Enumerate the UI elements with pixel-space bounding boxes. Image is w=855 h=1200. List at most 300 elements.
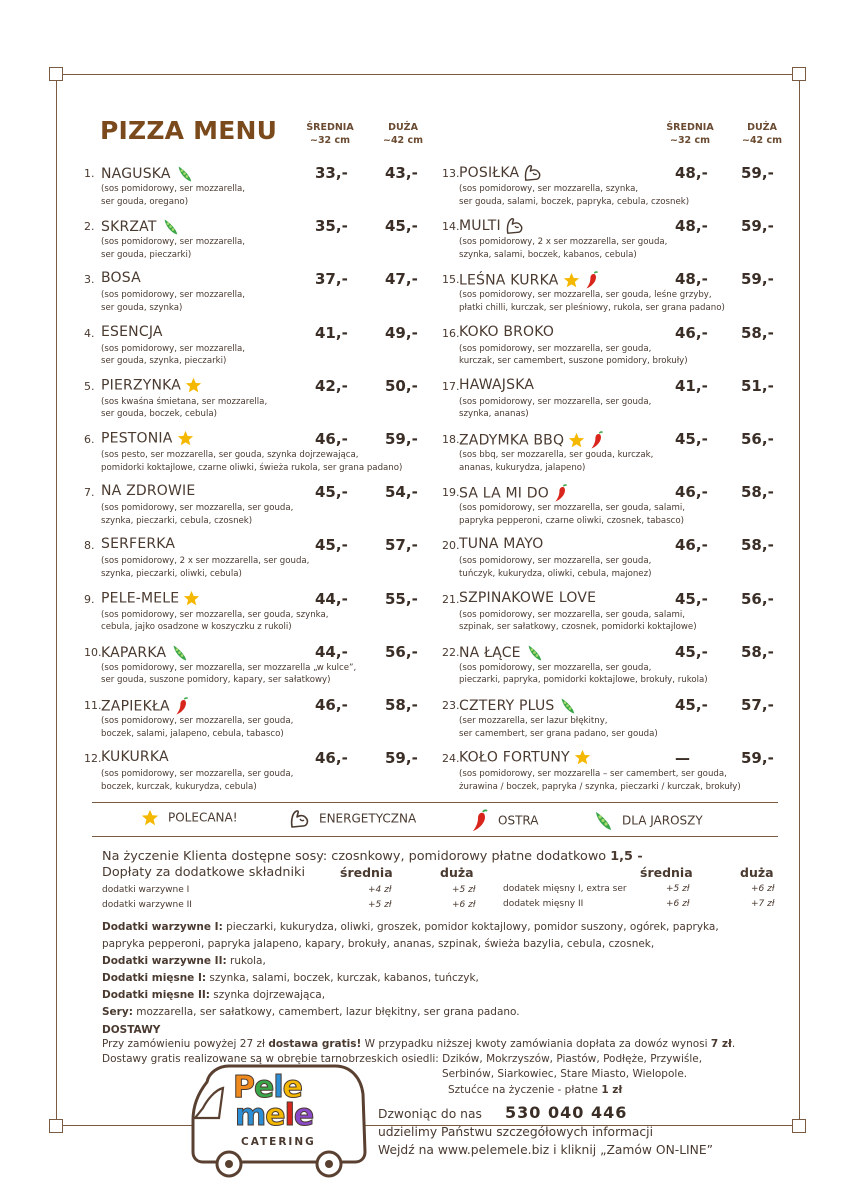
price-large: 58,-	[741, 536, 774, 555]
price-medium: 46,-	[315, 430, 348, 448]
frame-corner	[792, 67, 806, 81]
addons-cheese	[102, 1004, 520, 1021]
price-medium: 41,-	[675, 376, 708, 395]
price-medium: 45,-	[675, 642, 708, 661]
menu-item	[84, 377, 424, 427]
divider	[92, 802, 778, 803]
logo-letter: e	[293, 1098, 314, 1133]
item-desc-line: boczek, salami, jalapeno, cebula, tabasco)	[101, 728, 284, 739]
menu-item	[84, 430, 424, 480]
item-desc-line: (sos pomidorowy, ser mozzarella – ser camembert, ser gouda,	[459, 769, 727, 780]
sauces-info	[102, 849, 643, 864]
item-number: 20.	[442, 539, 460, 553]
item-name	[101, 324, 163, 340]
item-description	[459, 236, 667, 261]
price-large: 58,-	[385, 696, 418, 714]
price-medium: 46,-	[315, 696, 348, 714]
price-medium: 37,-	[315, 270, 348, 289]
surcharge-medium: +6 zł	[666, 899, 690, 909]
item-name	[459, 536, 543, 552]
item-desc-line: szynka, salami, boczek, kabanos, cebula)	[459, 249, 637, 260]
item-desc-line: (sos pomidorowy, ser mozzarella, ser gouda,	[101, 769, 294, 780]
item-number: 24.	[442, 752, 460, 766]
item-desc-line: ser gouda, suszone pomidory, kapary, ser sałatkowy)	[101, 675, 331, 686]
menu-item	[84, 536, 424, 586]
item-name	[101, 536, 175, 552]
item-desc-line: szynka, pieczarki, oliwki, cebula)	[101, 568, 242, 579]
item-description	[101, 396, 267, 421]
item-desc-line: ser gouda, szynka)	[101, 302, 183, 313]
delivery-text: Sztućce na życzenie - płatne	[448, 1084, 602, 1096]
item-desc-line: ser gouda, szynka, pieczarki)	[101, 356, 227, 367]
price-medium: 46,-	[675, 536, 708, 555]
logo-letter: e	[254, 1070, 274, 1105]
item-name-text: PELE-MELE	[101, 590, 180, 607]
size-label: DUŻA	[388, 122, 418, 133]
item-desc-line: (sos pomidorowy, ser mozzarella, ser gouda,	[459, 343, 652, 354]
item-description	[101, 183, 245, 208]
item-desc-line: pieczarki, papryka, pomidorki koktajlowe, brokuły, rukola)	[459, 675, 708, 686]
col-medium-header: średnia	[640, 865, 693, 880]
price-medium: 45,-	[675, 696, 708, 714]
delivery-text: W przypadku niższej kwoty zamówiania dopłata za dowóz wynosi	[361, 1038, 711, 1050]
price-medium: 41,-	[315, 323, 348, 342]
menu-item	[442, 483, 782, 533]
addons-title: Dodatki mięsne I:	[102, 972, 207, 984]
frame-corner	[49, 1119, 63, 1133]
item-name-text: BOSA	[101, 270, 141, 287]
logo-wordmark	[233, 1070, 314, 1133]
surcharge-medium: +4 zł	[368, 885, 392, 895]
price-large: 58,-	[741, 323, 774, 342]
price-medium: 45,-	[315, 536, 348, 555]
price-large: 56,-	[741, 589, 774, 608]
legend-label: ENERGETYCZNA	[319, 811, 417, 826]
price-large: 57,-	[385, 536, 418, 555]
delivery-text: Przy zamówieniu powyżej 27 zł	[102, 1038, 269, 1050]
price-large: 57,-	[741, 696, 774, 714]
item-desc-line: (sos pomidorowy, 2 x ser mozzarella, ser gouda,	[459, 237, 668, 248]
item-description	[101, 662, 356, 687]
price-large: 47,-	[385, 270, 418, 289]
item-desc-line: (sos pomidorowy, ser mozzarella, ser gouda,	[101, 503, 294, 514]
item-number: 12.	[84, 752, 102, 766]
item-number: 4.	[84, 326, 95, 340]
size-label: ŚREDNIA	[306, 122, 354, 133]
legend-label: OSTRA	[498, 813, 539, 828]
pea-pod-icon	[592, 809, 614, 833]
item-desc-line: (sos pomidorowy, ser mozzarella, ser gouda,	[459, 662, 652, 673]
item-description	[459, 449, 653, 474]
addons-text: szynka, salami, boczek, kurczak, kabanos, tuńczyk,	[206, 972, 479, 984]
item-desc-line: szpinak, ser sałatkowy, czosnek, pomidorki koktajlowe)	[459, 622, 697, 633]
chili-icon	[470, 809, 490, 833]
chili-icon	[174, 696, 190, 717]
item-number: 21.	[442, 592, 460, 606]
item-name-text: NA ZDROWIE	[101, 483, 196, 500]
item-name	[459, 377, 534, 393]
pelemele-logo	[185, 1060, 370, 1180]
size-value: ~42 cm	[741, 135, 783, 146]
item-name	[101, 430, 194, 447]
item-name	[459, 643, 544, 663]
item-desc-line: (sos pomidorowy, ser mozzarella, ser gouda,	[459, 396, 652, 407]
star-icon	[140, 809, 160, 827]
size-header-large	[727, 121, 797, 147]
item-number: 23.	[442, 699, 460, 712]
item-number: 8.	[84, 539, 95, 553]
size-value: ~42 cm	[382, 135, 424, 146]
item-name-text: ZAPIEKŁA	[101, 698, 170, 715]
legend-recommended	[140, 809, 238, 827]
sauces-price: 1,5 -	[610, 849, 643, 864]
legend-label: DLA JAROSZY	[622, 813, 703, 828]
surcharge-row-label: dodatek mięsny II	[503, 899, 584, 909]
menu-item	[442, 164, 782, 214]
cutlery-note	[448, 1082, 622, 1099]
item-description	[459, 289, 725, 314]
chili-icon	[589, 430, 605, 451]
price-large: 56,-	[741, 430, 774, 448]
item-number: 7.	[84, 486, 95, 500]
item-number: 1.	[84, 167, 95, 180]
menu-item	[442, 696, 782, 746]
divider	[92, 836, 778, 837]
delivery-highlight: 7 zł	[710, 1038, 732, 1050]
surcharge-medium: +5 zł	[666, 884, 690, 894]
addons-text: szynka dojrzewająca,	[209, 989, 326, 1001]
item-name	[459, 270, 600, 291]
logo-word-2	[235, 1098, 314, 1133]
addons-text: pieczarki, kukurydza, oliwki, groszek, pomidor koktajlowy, pomidor suszony, ogórek, papryka,	[222, 921, 719, 933]
item-description	[101, 449, 402, 474]
item-number: 19.	[442, 486, 460, 500]
price-large: 54,-	[385, 483, 418, 502]
item-desc-line: pomidorki koktajlowe, czarne oliwki, świeża rukola, ser grana padano)	[101, 462, 403, 473]
logo-letter: m	[235, 1098, 266, 1133]
addons-title: Dodatki warzywne I:	[102, 921, 223, 933]
item-number: 17.	[442, 379, 460, 393]
item-desc-line: szynka, ananas)	[459, 409, 529, 420]
menu-title: PIZZA MENU	[100, 116, 278, 145]
menu-item	[84, 643, 424, 693]
legend-energetic	[289, 809, 416, 829]
item-name-text: NA ŁĄCE	[459, 644, 521, 661]
frame-corner	[49, 67, 63, 81]
price-medium: 42,-	[315, 376, 348, 395]
item-description	[459, 502, 685, 527]
item-name	[459, 590, 596, 606]
item-number: 15.	[442, 273, 460, 287]
logo-letter: e	[282, 1070, 303, 1105]
star-icon	[177, 430, 194, 447]
pea-pod-icon	[175, 164, 194, 184]
addons-meat2	[102, 987, 325, 1004]
item-name-text: KAPARKA	[101, 644, 167, 661]
item-number: 10.	[84, 645, 102, 659]
price-large: 59,-	[741, 270, 774, 289]
menu-item	[84, 696, 424, 746]
item-number: 6.	[84, 433, 95, 446]
item-desc-line: (sos pomidorowy, 2 x ser mozzarella, ser gouda,	[101, 556, 310, 567]
price-large: 59,-	[741, 217, 774, 236]
item-desc-line: (sos pomidorowy, ser mozzarella,	[101, 290, 246, 301]
item-name	[101, 483, 195, 499]
star-icon	[574, 749, 591, 766]
item-name	[101, 270, 141, 286]
item-description	[101, 555, 309, 580]
item-name-text: LEŚNA KURKA	[459, 272, 559, 289]
item-desc-line: szynka, pieczarki, cebula, czosnek)	[101, 515, 253, 526]
menu-item	[442, 324, 782, 374]
surcharge-large: +6 zł	[452, 900, 476, 910]
item-desc-line: (sos pomidorowy, ser mozzarella,	[101, 343, 246, 354]
menu-item	[84, 217, 424, 267]
surcharge-medium: +5 zł	[368, 900, 392, 910]
item-description	[101, 502, 293, 527]
price-medium: 44,-	[315, 589, 348, 608]
item-desc-line: (sos pomidorowy, ser mozzarella, ser gouda, leśne grzyby,	[459, 290, 712, 301]
price-medium: 44,-	[315, 642, 348, 661]
item-description	[459, 183, 689, 208]
price-large: 49,-	[385, 323, 418, 342]
item-description	[459, 555, 651, 580]
price-large: 50,-	[385, 376, 418, 395]
surcharge-row-label: dodatki warzywne II	[102, 900, 192, 910]
item-name	[101, 164, 194, 184]
item-name-text: SZPINAKOWE LOVE	[459, 589, 597, 606]
surcharge-row-label: dodatek mięsny I, extra ser	[503, 884, 627, 894]
price-medium: 45,-	[315, 483, 348, 502]
price-medium: —	[675, 749, 690, 768]
price-medium: 48,-	[675, 217, 708, 236]
price-medium: 35,-	[315, 217, 348, 236]
item-desc-line: żurawina / boczek, papryka / szynka, pieczarki / kurczak, brokuły)	[459, 781, 741, 792]
price-medium: 46,-	[675, 323, 708, 342]
item-description	[459, 343, 688, 368]
item-name	[459, 164, 543, 182]
pea-pod-icon	[161, 217, 180, 237]
item-desc-line: ser camembert, ser grana padano, ser gouda)	[459, 728, 658, 739]
item-description	[101, 343, 245, 368]
menu-item	[442, 217, 782, 267]
menu-item	[442, 430, 782, 480]
item-desc-line: (sos bbq, ser mozzarella, ser gouda, kurczak,	[459, 450, 654, 460]
price-medium: 48,-	[675, 270, 708, 289]
item-name-text: CZTERY PLUS	[459, 698, 555, 714]
price-large: 59,-	[741, 749, 774, 768]
pea-pod-icon	[170, 643, 189, 663]
item-name-text: MULTI	[459, 218, 501, 235]
price-large: 58,-	[741, 642, 774, 661]
price-medium: 46,-	[675, 483, 708, 502]
legend-label: POLECANA!	[168, 810, 238, 825]
item-desc-line: cebula, jajko osadzone w koszyczku z rukoli)	[101, 622, 292, 633]
menu-item	[442, 270, 782, 320]
item-description	[459, 768, 741, 793]
star-icon	[185, 377, 202, 394]
contact-line-1: Dzwoniąc do nas	[378, 1107, 482, 1121]
col-large-header: duża	[440, 865, 474, 880]
size-label: ŚREDNIA	[666, 122, 714, 133]
item-desc-line: tuńczyk, kukurydza, oliwki, cebula, majonez)	[459, 568, 652, 579]
item-desc-line: (ser mozzarella, ser lazur błękitny,	[459, 716, 608, 726]
price-medium: 46,-	[315, 749, 348, 768]
logo-letter: P	[233, 1070, 254, 1105]
size-value: ~32 cm	[309, 135, 351, 146]
item-description	[101, 289, 245, 314]
logo-catering: CATERING	[241, 1136, 316, 1148]
delivery-text: .	[731, 1038, 736, 1050]
star-icon	[563, 272, 580, 289]
item-name	[101, 749, 169, 765]
addons-veg1	[102, 919, 719, 936]
chili-icon	[553, 483, 569, 504]
sauces-label: Na życzenie Klienta dostępne sosy: czosnkowy, pomidorowy płatne dodatkowo	[102, 849, 607, 864]
price-large: 45,-	[385, 217, 418, 236]
item-name-text: ZADYMKA BBQ	[459, 432, 565, 449]
item-desc-line: (sos pomidorowy, ser mozzarella, ser gouda,	[459, 556, 652, 567]
price-medium: 45,-	[675, 589, 708, 608]
surcharge-large: +5 zł	[452, 885, 476, 895]
menu-item	[84, 270, 424, 320]
pea-pod-icon	[558, 696, 577, 716]
item-name-text: PIERZYNKA	[101, 377, 182, 394]
price-large: 59,-	[385, 749, 418, 768]
menu-item	[84, 324, 424, 374]
chili-icon	[584, 270, 600, 291]
addons-veg2	[102, 953, 266, 970]
addons-text: rukola,	[226, 955, 266, 967]
contact-line-3[interactable]: Wejdź na www.pelemele.biz i kliknij „Zamów ON-LINE”	[378, 1143, 714, 1157]
addons-veg1-cont: papryka pepperoni, papryka jalapeno, kapary, brokuły, ananas, szpinak, świeża bazylia, cebula, czosnek,	[102, 938, 655, 950]
surcharge-large: +6 zł	[751, 884, 775, 894]
item-description	[459, 609, 697, 634]
size-header-medium	[295, 121, 365, 147]
delivery-highlight: 1 zł	[601, 1084, 623, 1096]
item-desc-line: papryka pepperoni, czarne oliwki, czosnek, tabasco)	[459, 515, 685, 526]
item-desc-line: płatki chilli, kurczak, ser pleśniowy, rukola, ser grana padano)	[459, 302, 725, 313]
item-name-text: SERFERKA	[101, 536, 176, 553]
price-large: 43,-	[385, 164, 418, 182]
logo-letter: l	[284, 1098, 294, 1133]
legend-hot	[470, 809, 538, 833]
item-description	[101, 715, 293, 740]
contact-line-2: udzielimy Państwu szczegółowych informacji	[378, 1125, 654, 1139]
item-name-text: PESTONIA	[101, 430, 173, 447]
item-number: 13.	[442, 167, 460, 180]
item-name	[459, 483, 569, 504]
addons-title: Sery:	[102, 1006, 133, 1018]
item-name-text: KUKURKA	[101, 749, 169, 766]
menu-item	[442, 536, 782, 586]
col-large-header: duża	[740, 865, 774, 880]
item-name-text: SA LA MI DO	[459, 485, 549, 502]
logo-letter: e	[265, 1098, 285, 1133]
item-description	[459, 715, 658, 740]
item-name	[459, 749, 591, 766]
item-name	[101, 377, 202, 394]
item-name-text: POSIŁKA	[459, 165, 520, 181]
size-header-medium	[655, 121, 725, 147]
item-desc-line: ser gouda, oregano)	[101, 196, 189, 207]
item-name-text: KOŁO FORTUNY	[459, 749, 570, 766]
logo-letters	[235, 1098, 313, 1133]
item-name-text: HAWAJSKA	[459, 376, 535, 393]
item-number: 16.	[442, 326, 460, 340]
menu-item	[442, 749, 782, 799]
addons-text: mozzarella, ser sałatkowy, camembert, lazur błękitny, ser grana padano.	[132, 1006, 520, 1018]
item-description	[459, 396, 651, 421]
legend-vegetarian	[592, 809, 703, 833]
item-name-text: TUNA MAYO	[459, 536, 544, 553]
menu-item	[442, 377, 782, 427]
phone-number[interactable]: 530 040 446	[505, 1103, 628, 1122]
addons-title: Dodatki warzywne II:	[102, 955, 227, 967]
size-header-large	[368, 121, 438, 147]
item-desc-line: (sos pomidorowy, ser mozzarella, ser mozzarella „w kulce”,	[101, 662, 357, 673]
item-desc-line: (sos pomidorowy, ser mozzarella, ser gouda, szynka,	[101, 609, 329, 620]
item-desc-line: (sos pomidorowy, ser mozzarella,	[101, 237, 246, 248]
item-description	[459, 662, 708, 687]
item-desc-line: (sos pomidorowy, ser mozzarella,	[101, 184, 246, 194]
size-value: ~32 cm	[669, 135, 711, 146]
item-name	[459, 324, 554, 340]
item-name-text: SKRZAT	[101, 219, 157, 236]
price-large: 56,-	[385, 642, 418, 661]
surcharge-row-label: dodatki warzywne I	[102, 885, 190, 895]
item-name-text: KOKO BROKO	[459, 323, 555, 340]
item-number: 22.	[442, 645, 460, 659]
price-large: 59,-	[741, 164, 774, 182]
menu-item	[84, 749, 424, 799]
item-name	[459, 217, 525, 235]
item-desc-line: kurczak, ser camembert, suszone pomidory, brokuły)	[459, 356, 688, 367]
item-desc-line: (sos pomidorowy, ser mozzarella, ser gouda, salami,	[459, 503, 686, 514]
item-desc-line: (sos pesto, ser mozzarella, ser gouda, szynka dojrzewająca,	[101, 450, 359, 460]
bicep-icon	[523, 164, 543, 182]
item-name	[101, 590, 200, 607]
item-name	[101, 696, 190, 717]
size-label: DUŻA	[747, 122, 777, 133]
pea-pod-icon	[525, 643, 544, 663]
price-large: 58,-	[741, 483, 774, 502]
delivery-heading: DOSTAWY	[102, 1024, 161, 1036]
delivery-line-3: Serbinów, Siarkowiec, Stare Miasto, Wielopole.	[442, 1068, 688, 1080]
item-name	[459, 430, 605, 451]
frame-corner	[792, 1119, 806, 1133]
item-desc-line: ser gouda, salami, boczek, papryka, cebula, czosnek)	[459, 196, 690, 207]
addons-title: Dodatki mięsne II:	[102, 989, 210, 1001]
logo-letter: l	[273, 1070, 283, 1105]
price-large: 59,-	[385, 430, 418, 448]
item-name-text: ESENCJA	[101, 323, 163, 340]
price-medium: 45,-	[675, 430, 708, 448]
bicep-icon	[289, 809, 311, 829]
menu-item	[84, 590, 424, 640]
item-desc-line: boczek, kurczak, kukurydza, cebula)	[101, 781, 257, 792]
menu-item	[442, 643, 782, 693]
addons-meat1	[102, 970, 479, 987]
star-icon	[183, 590, 200, 607]
price-medium: 48,-	[675, 164, 708, 182]
price-large: 55,-	[385, 589, 418, 608]
item-number: 14.	[442, 220, 460, 234]
item-number: 5.	[84, 379, 95, 393]
item-number: 11.	[84, 699, 102, 712]
price-large: 51,-	[741, 376, 774, 395]
item-desc-line: (sos pomidorowy, ser mozzarella, szynka,	[459, 184, 639, 194]
